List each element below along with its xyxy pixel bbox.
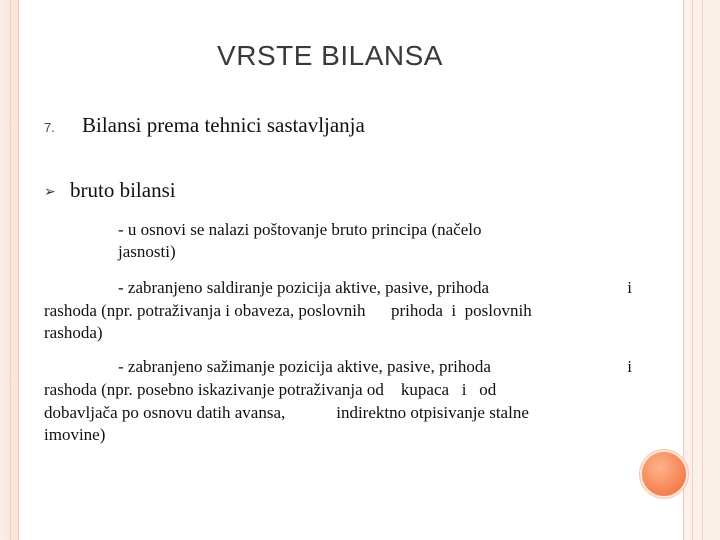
bullet-heading: bruto bilansi	[70, 178, 176, 202]
slide-title: VRSTE BILANSA	[217, 40, 443, 71]
right-border-line	[692, 0, 693, 540]
paragraph-line: rashoda)	[44, 323, 103, 342]
paragraph-line: rashoda (npr. potraživanja i obaveza, poslovnih prihoda i poslovnih	[44, 301, 532, 320]
paragraph-line: imovine)	[44, 425, 106, 444]
paragraph-line: jasnosti)	[118, 242, 176, 261]
paragraph-line: dobavljača po osnovu datih avansa, indirektno otpisivanje stalne	[44, 403, 529, 422]
item-number: 7.	[44, 120, 55, 135]
paragraph-line-text: i	[627, 278, 632, 297]
paragraph-line: rashoda (npr. posebno iskazivanje potraživanja od kupaca i od	[44, 380, 497, 399]
paragraph-line-text: i	[627, 357, 632, 376]
paragraph-line	[118, 277, 632, 299]
right-border-decoration	[683, 0, 720, 540]
paragraph-line	[118, 356, 632, 378]
section-heading: Bilansi prema tehnici sastavljanja	[82, 113, 365, 137]
arrow-bullet-icon: ➢	[44, 184, 56, 200]
left-border-decoration	[0, 0, 19, 540]
paragraph-line: - u osnovi se nalazi poštovanje bruto principa (načelo	[118, 220, 482, 239]
right-border-line	[702, 0, 703, 540]
orange-circle-decoration	[640, 450, 688, 498]
paragraph-line-text: - zabranjeno saldiranje pozicija aktive, pasive, prihoda	[118, 278, 490, 297]
paragraph-line-text: - zabranjeno sažimanje pozicija aktive, pasive, prihoda	[118, 357, 491, 376]
